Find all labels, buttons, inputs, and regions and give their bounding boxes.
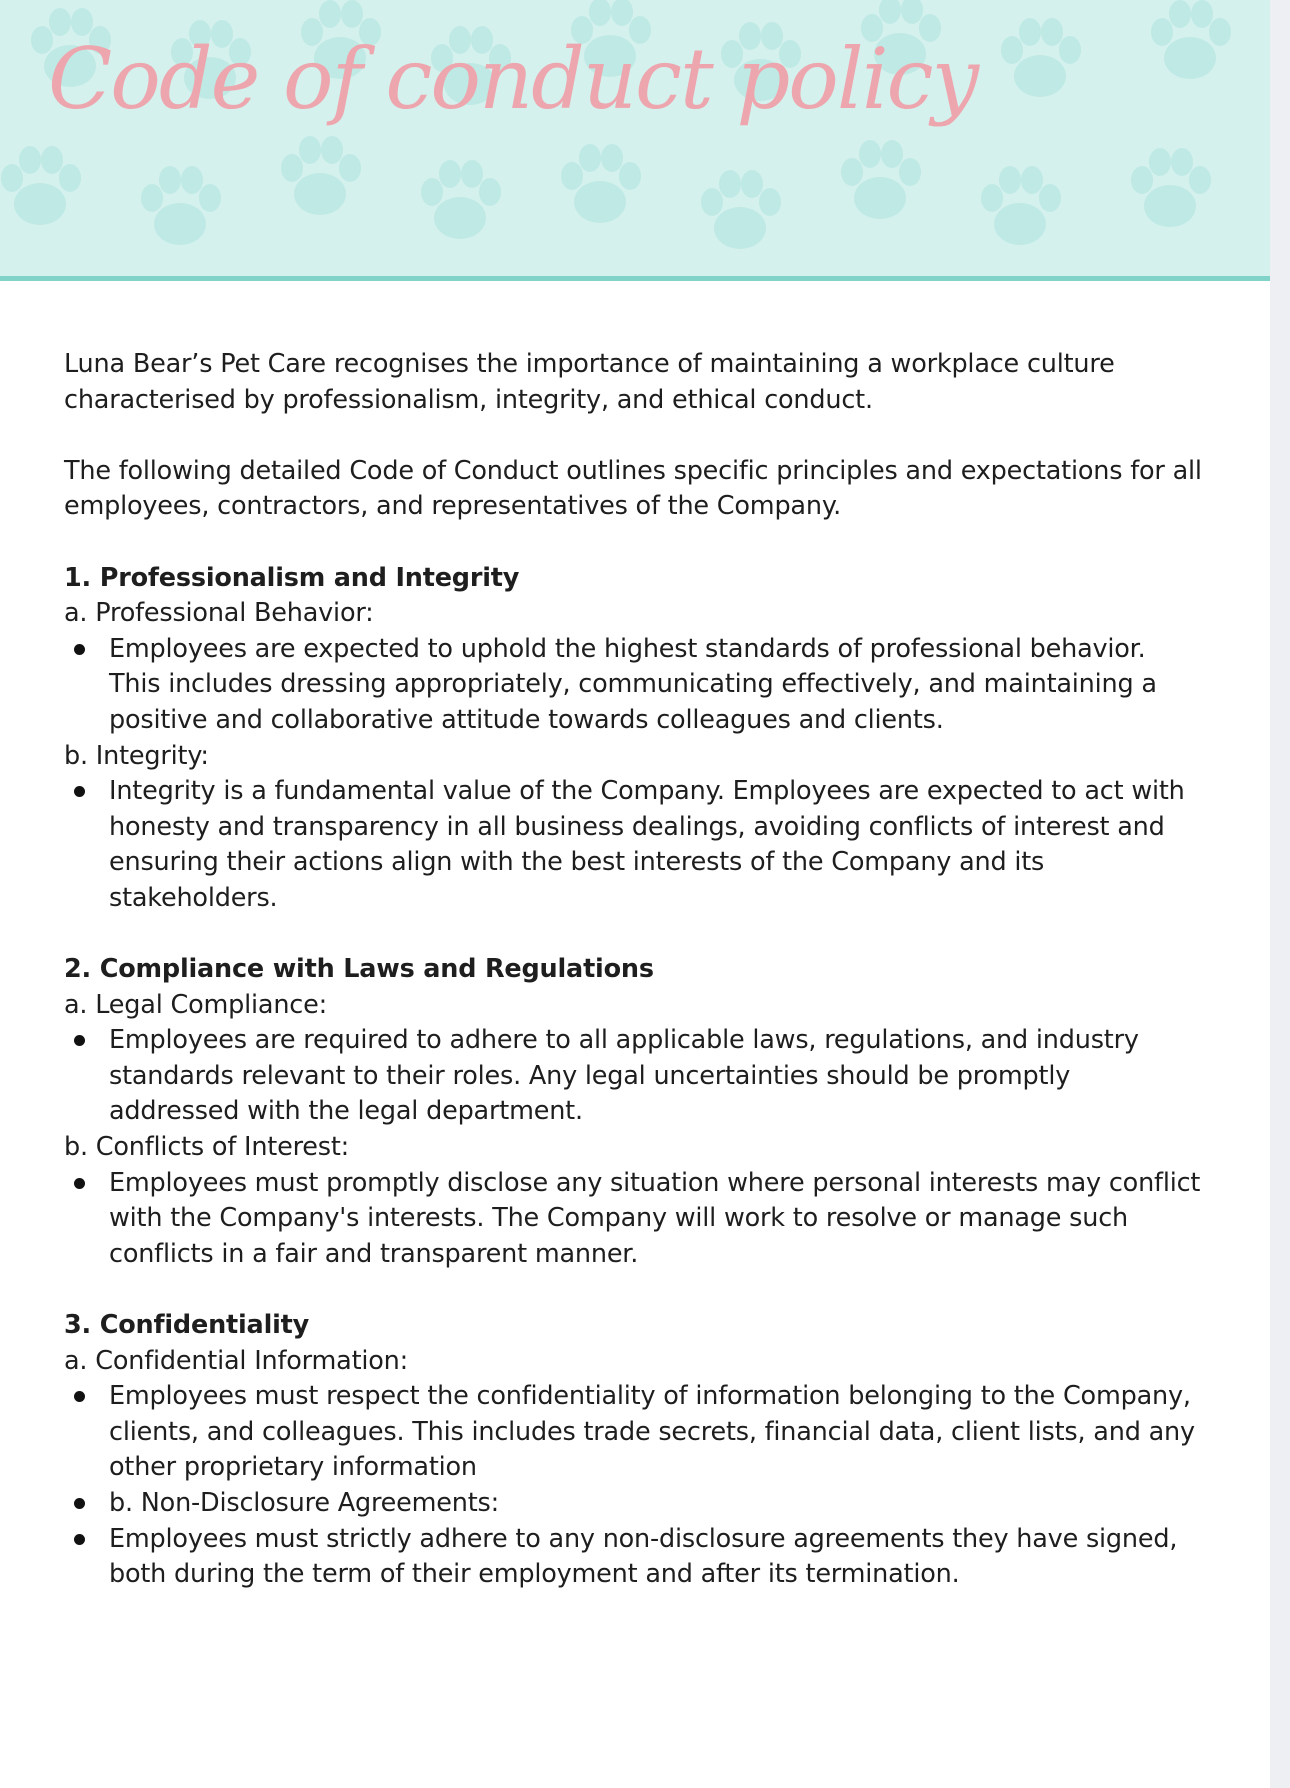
list-item [64, 1522, 1204, 1593]
list-item-text: Employees are expected to uphold the highest standards of professional behavior. This includes dressing appropriately, communicating effectively, and maintaining a positive and collaborative attitude towards colleagues and clients. [109, 633, 1157, 735]
bullet-icon [74, 1178, 85, 1189]
section-heading: 2. Compliance with Laws and Regulations [64, 954, 654, 985]
list-item-text: Employees must promptly disclose any situation where personal interests may conflict with the Company's interests. The Company will work to resolve or manage such conflicts in a fair and transparent manner. [109, 1167, 1201, 1269]
list-item-text: Integrity is a fundamental value of the Company. Employees are expected to act with honesty and transparency in all business dealings, avoiding conflicts of interest and ensuring their actions align with the best interests of the Company and its stakeholders. [109, 776, 1185, 913]
list-item [64, 774, 1204, 916]
intro-paragraph: The following detailed Code of Conduct outlines specific principles and expectations for all employees, contractors, and representatives of the Company. [64, 455, 1202, 522]
header-banner [0, 0, 1270, 276]
subsection-label: b. Integrity: [64, 740, 209, 771]
policy-body [64, 347, 1204, 1593]
list-item [64, 1166, 1204, 1273]
bullet-list [64, 774, 1204, 916]
bullet-icon [74, 1534, 85, 1545]
bullet-list [64, 1166, 1204, 1273]
bullet-icon [74, 786, 85, 797]
subsection-label: b. Conflicts of Interest: [64, 1132, 350, 1163]
section-heading: 3. Confidentiality [64, 1310, 310, 1341]
list-item-text: Employees are required to adhere to all applicable laws, regulations, and industry standards relevant to their roles. Any legal uncertainties should be promptly addressed with the legal department. [109, 1025, 1139, 1127]
list-item [64, 1023, 1204, 1130]
subsection-label: a. Professional Behavior: [64, 598, 374, 629]
bullet-list [64, 1379, 1204, 1593]
bullet-icon [74, 644, 85, 655]
list-item-text: Employees must respect the confidentiality of information belonging to the Company, clients, and colleagues. This includes trade secrets, financial data, client lists, and any other proprietary information [109, 1381, 1195, 1483]
subsection-label: a. Legal Compliance: [64, 989, 327, 1020]
page-title: Code of conduct policy [48, 30, 978, 128]
subsection-label: a. Confidential Information: [64, 1345, 409, 1376]
list-item [64, 1486, 1204, 1522]
bullet-icon [74, 1391, 85, 1402]
list-item [64, 1379, 1204, 1486]
page-edge [1270, 0, 1290, 1788]
intro-paragraph: Luna Bear’s Pet Care recognises the importance of maintaining a workplace culture characterised by professionalism, integrity, and ethical conduct. [64, 349, 1115, 415]
list-item [64, 632, 1204, 739]
section-heading: 1. Professionalism and Integrity [64, 562, 520, 593]
list-item-text: Employees must strictly adhere to any non-disclosure agreements they have signed, both during the term of their employment and after its termination. [109, 1523, 1178, 1590]
list-item-text: b. Non-Disclosure Agreements: [109, 1488, 500, 1518]
bullet-list [64, 632, 1204, 739]
bullet-list [64, 1023, 1204, 1130]
bullet-icon [74, 1498, 85, 1509]
bullet-icon [74, 1035, 85, 1046]
banner-divider [0, 276, 1270, 281]
